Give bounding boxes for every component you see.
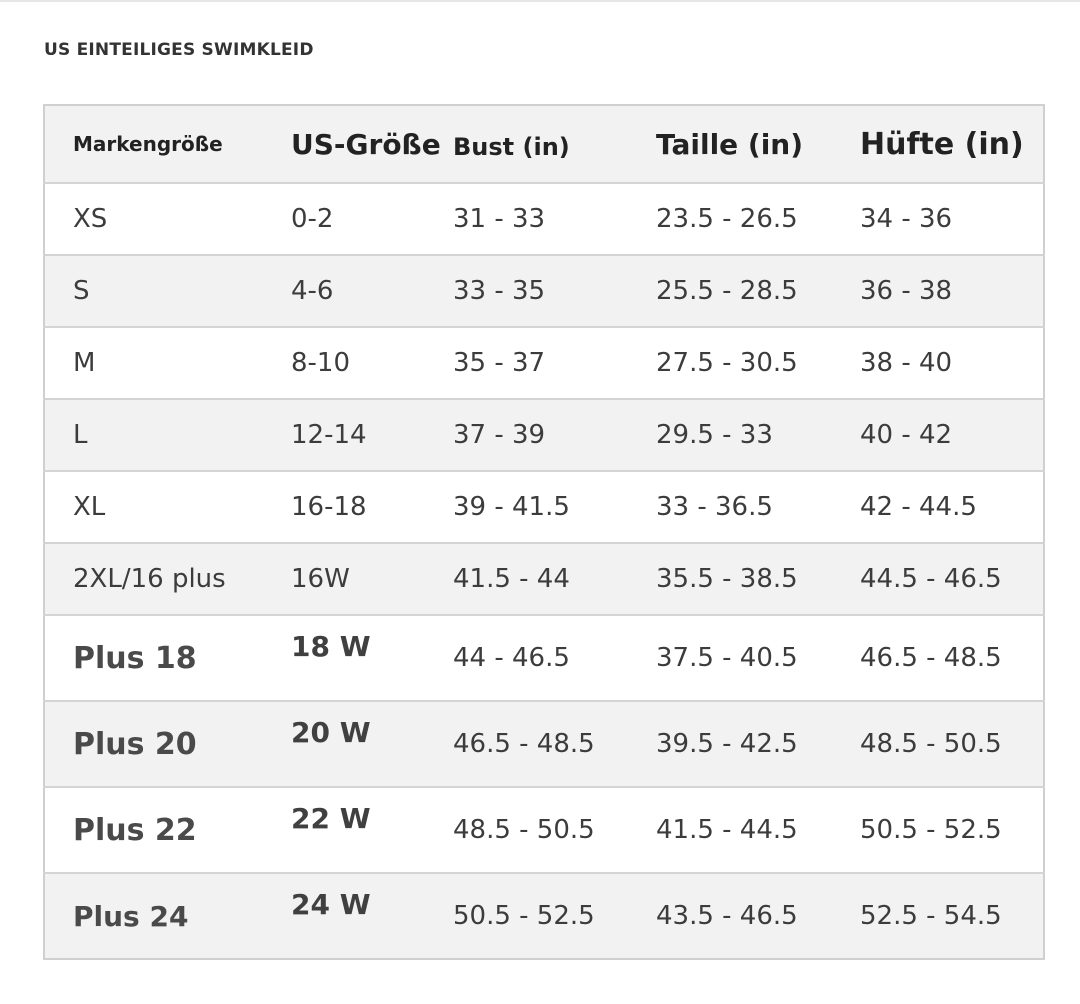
table-row [44,327,1044,399]
cell-waist: 25.5 - 28.5 [656,255,860,327]
cell-brand-size: Plus 20 [44,701,291,787]
cell-us-size: 16W [291,543,453,615]
cell-hip: 34 - 36 [860,183,1044,255]
cell-us-size: 8-10 [291,327,453,399]
top-divider [0,0,1080,2]
size-chart-table [43,104,1045,960]
cell-brand-size: M [44,327,291,399]
cell-hip: 42 - 44.5 [860,471,1044,543]
cell-waist: 43.5 - 46.5 [656,873,860,959]
header-waist: Taille (in) [656,127,804,161]
cell-us-size: 4-6 [291,255,453,327]
cell-brand-size: S [44,255,291,327]
cell-hip: 38 - 40 [860,327,1044,399]
table-row [44,615,1044,701]
cell-waist: 23.5 - 26.5 [656,183,860,255]
cell-waist: 29.5 - 33 [656,399,860,471]
header-bust: Bust (in) [453,133,570,161]
cell-waist: 37.5 - 40.5 [656,615,860,701]
cell-bust: 48.5 - 50.5 [453,787,656,873]
cell-us-size: 20 W [291,701,453,787]
table-row [44,183,1044,255]
cell-hip: 40 - 42 [860,399,1044,471]
table-row [44,543,1044,615]
cell-bust: 31 - 33 [453,183,656,255]
cell-bust: 46.5 - 48.5 [453,701,656,787]
cell-bust: 44 - 46.5 [453,615,656,701]
cell-bust: 50.5 - 52.5 [453,873,656,959]
cell-bust: 39 - 41.5 [453,471,656,543]
cell-bust: 41.5 - 44 [453,543,656,615]
cell-us-size: 12-14 [291,399,453,471]
cell-brand-size: Plus 24 [44,873,291,959]
cell-waist: 27.5 - 30.5 [656,327,860,399]
table-row [44,701,1044,787]
header-us-size: US-Größe [291,127,441,161]
page-title: US EINTEILIGES SWIMKLEID [44,40,314,60]
cell-hip: 50.5 - 52.5 [860,787,1044,873]
cell-waist: 33 - 36.5 [656,471,860,543]
cell-bust: 33 - 35 [453,255,656,327]
cell-us-size: 22 W [291,787,453,873]
table-row [44,873,1044,959]
cell-hip: 52.5 - 54.5 [860,873,1044,959]
table-row [44,399,1044,471]
cell-waist: 39.5 - 42.5 [656,701,860,787]
cell-us-size: 16-18 [291,471,453,543]
header-brand-size: Markengröße [73,132,223,156]
cell-hip: 46.5 - 48.5 [860,615,1044,701]
cell-brand-size: XL [44,471,291,543]
cell-us-size: 24 W [291,873,453,959]
table-row [44,787,1044,873]
cell-us-size: 0-2 [291,183,453,255]
cell-brand-size: Plus 22 [44,787,291,873]
table-header-row [44,105,1044,183]
header-hip: Hüfte (in) [860,126,1024,162]
cell-brand-size: L [44,399,291,471]
cell-hip: 44.5 - 46.5 [860,543,1044,615]
cell-brand-size: Plus 18 [44,615,291,701]
cell-hip: 36 - 38 [860,255,1044,327]
cell-hip: 48.5 - 50.5 [860,701,1044,787]
cell-bust: 35 - 37 [453,327,656,399]
cell-brand-size: 2XL/16 plus [44,543,291,615]
table-row [44,471,1044,543]
cell-waist: 41.5 - 44.5 [656,787,860,873]
cell-bust: 37 - 39 [453,399,656,471]
table-row [44,255,1044,327]
cell-us-size: 18 W [291,615,453,701]
cell-waist: 35.5 - 38.5 [656,543,860,615]
cell-brand-size: XS [44,183,291,255]
